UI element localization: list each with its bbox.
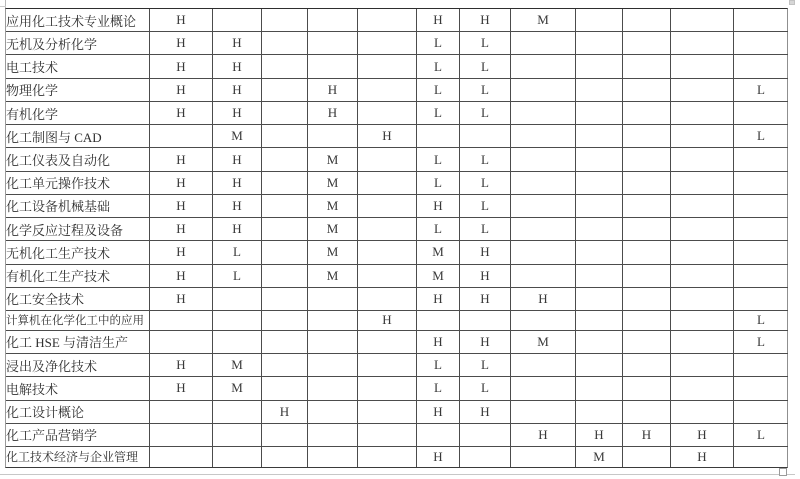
- rating-cell[interactable]: [358, 218, 417, 241]
- rating-cell[interactable]: [417, 311, 460, 331]
- rating-cell[interactable]: [671, 265, 734, 288]
- course-name-cell[interactable]: 化工设计概论: [6, 401, 150, 424]
- rating-cell[interactable]: [623, 265, 671, 288]
- rating-cell[interactable]: [262, 265, 308, 288]
- rating-cell[interactable]: H: [417, 195, 460, 218]
- rating-cell[interactable]: [150, 401, 213, 424]
- rating-cell[interactable]: [511, 125, 576, 148]
- rating-cell[interactable]: L: [213, 265, 262, 288]
- rating-cell[interactable]: H: [213, 195, 262, 218]
- rating-cell[interactable]: [511, 265, 576, 288]
- rating-cell[interactable]: [576, 125, 623, 148]
- rating-cell[interactable]: [262, 311, 308, 331]
- rating-cell[interactable]: [734, 265, 788, 288]
- rating-cell[interactable]: [576, 311, 623, 331]
- course-name-cell[interactable]: 应用化工技术专业概论: [6, 9, 150, 32]
- rating-cell[interactable]: L: [734, 424, 788, 447]
- rating-cell[interactable]: H: [417, 331, 460, 354]
- rating-cell[interactable]: [262, 102, 308, 125]
- rating-cell[interactable]: [576, 9, 623, 32]
- rating-cell[interactable]: [308, 55, 358, 78]
- course-name-cell[interactable]: 浸出及净化技术: [6, 354, 150, 377]
- rating-cell[interactable]: L: [460, 172, 511, 195]
- rating-cell[interactable]: M: [511, 9, 576, 32]
- rating-cell[interactable]: H: [150, 172, 213, 195]
- rating-cell[interactable]: [511, 148, 576, 171]
- rating-cell[interactable]: [358, 331, 417, 354]
- rating-cell[interactable]: H: [417, 447, 460, 467]
- rating-cell[interactable]: [671, 9, 734, 32]
- rating-cell[interactable]: [460, 311, 511, 331]
- rating-cell[interactable]: [623, 148, 671, 171]
- table-row: [6, 447, 788, 467]
- rating-cell[interactable]: [671, 218, 734, 241]
- rating-cell[interactable]: [734, 9, 788, 32]
- rating-cell[interactable]: [358, 172, 417, 195]
- rating-cell[interactable]: L: [417, 102, 460, 125]
- rating-cell[interactable]: [308, 447, 358, 467]
- rating-cell[interactable]: [671, 79, 734, 102]
- course-name-cell[interactable]: 无机及分析化学: [6, 32, 150, 55]
- rating-cell[interactable]: [262, 9, 308, 32]
- rating-cell[interactable]: [150, 447, 213, 467]
- rating-cell[interactable]: [358, 265, 417, 288]
- course-matrix-table: [5, 8, 788, 468]
- rating-cell[interactable]: L: [460, 79, 511, 102]
- rating-cell[interactable]: [576, 401, 623, 424]
- rating-cell[interactable]: L: [417, 377, 460, 400]
- rating-cell[interactable]: [671, 148, 734, 171]
- rating-cell[interactable]: L: [417, 32, 460, 55]
- rating-cell[interactable]: [308, 424, 358, 447]
- rating-cell[interactable]: [262, 241, 308, 264]
- rating-cell[interactable]: [460, 125, 511, 148]
- rating-cell[interactable]: L: [417, 148, 460, 171]
- rating-cell[interactable]: H: [460, 288, 511, 311]
- table-row: [6, 32, 788, 55]
- rating-cell[interactable]: L: [213, 241, 262, 264]
- rating-cell[interactable]: [358, 424, 417, 447]
- rating-cell[interactable]: [358, 102, 417, 125]
- table-row: [6, 311, 788, 331]
- rating-cell[interactable]: [358, 55, 417, 78]
- rating-cell[interactable]: H: [213, 218, 262, 241]
- course-name-cell[interactable]: 化工技术经济与企业管理: [6, 447, 150, 467]
- table-row: [6, 288, 788, 311]
- rating-cell[interactable]: L: [417, 55, 460, 78]
- rating-cell[interactable]: H: [213, 102, 262, 125]
- course-name-cell[interactable]: 化工 HSE 与清洁生产: [6, 331, 150, 354]
- rating-cell[interactable]: M: [213, 125, 262, 148]
- rating-cell[interactable]: H: [150, 102, 213, 125]
- course-name-cell[interactable]: 化学反应过程及设备: [6, 218, 150, 241]
- rating-cell[interactable]: [734, 447, 788, 467]
- rating-cell[interactable]: [734, 172, 788, 195]
- rating-cell[interactable]: [262, 125, 308, 148]
- rating-cell[interactable]: [623, 241, 671, 264]
- rating-cell[interactable]: [150, 424, 213, 447]
- rating-cell[interactable]: [358, 288, 417, 311]
- rating-cell[interactable]: H: [150, 55, 213, 78]
- course-name-cell[interactable]: 化工设备机械基础: [6, 195, 150, 218]
- rating-cell[interactable]: [358, 241, 417, 264]
- rating-cell[interactable]: M: [308, 148, 358, 171]
- course-table-body: [6, 9, 788, 467]
- rating-cell[interactable]: [623, 331, 671, 354]
- rating-cell[interactable]: [671, 32, 734, 55]
- rating-cell[interactable]: H: [150, 265, 213, 288]
- rating-cell[interactable]: [576, 265, 623, 288]
- rating-cell[interactable]: [511, 401, 576, 424]
- rating-cell[interactable]: M: [213, 377, 262, 400]
- table-row: [6, 172, 788, 195]
- rating-cell[interactable]: [511, 55, 576, 78]
- rating-cell[interactable]: [358, 9, 417, 32]
- rating-cell[interactable]: M: [417, 241, 460, 264]
- rating-cell[interactable]: [734, 55, 788, 78]
- rating-cell[interactable]: [511, 241, 576, 264]
- rating-cell[interactable]: [671, 288, 734, 311]
- rating-cell[interactable]: H: [511, 424, 576, 447]
- rating-cell[interactable]: [671, 241, 734, 264]
- rating-cell[interactable]: [308, 401, 358, 424]
- rating-cell[interactable]: [576, 55, 623, 78]
- rating-cell[interactable]: H: [150, 9, 213, 32]
- rating-cell[interactable]: [623, 377, 671, 400]
- table-row: [6, 195, 788, 218]
- rating-cell[interactable]: L: [417, 79, 460, 102]
- rating-cell[interactable]: [671, 354, 734, 377]
- course-name-cell[interactable]: 无机化工生产技术: [6, 241, 150, 264]
- rating-cell[interactable]: L: [460, 377, 511, 400]
- rating-cell[interactable]: [576, 218, 623, 241]
- rating-cell[interactable]: [511, 311, 576, 331]
- rating-cell[interactable]: [671, 125, 734, 148]
- rating-cell[interactable]: [576, 241, 623, 264]
- rating-cell[interactable]: [308, 288, 358, 311]
- rating-cell[interactable]: [308, 125, 358, 148]
- rating-cell[interactable]: [262, 424, 308, 447]
- rating-cell[interactable]: [262, 172, 308, 195]
- rating-cell[interactable]: [671, 401, 734, 424]
- rating-cell[interactable]: [623, 447, 671, 467]
- rating-cell[interactable]: M: [308, 195, 358, 218]
- rating-cell[interactable]: H: [623, 424, 671, 447]
- rating-cell[interactable]: L: [417, 172, 460, 195]
- rating-cell[interactable]: [734, 218, 788, 241]
- rating-cell[interactable]: H: [308, 79, 358, 102]
- rating-cell[interactable]: [262, 55, 308, 78]
- rating-cell[interactable]: [671, 195, 734, 218]
- rating-cell[interactable]: [417, 125, 460, 148]
- rating-cell[interactable]: M: [308, 218, 358, 241]
- rating-cell[interactable]: H: [150, 377, 213, 400]
- rating-cell[interactable]: [262, 377, 308, 400]
- rating-cell[interactable]: L: [460, 148, 511, 171]
- rating-cell[interactable]: [671, 377, 734, 400]
- rating-cell[interactable]: [623, 55, 671, 78]
- rating-cell[interactable]: [213, 447, 262, 467]
- table-row: [6, 9, 788, 32]
- rating-cell[interactable]: H: [671, 447, 734, 467]
- rating-cell[interactable]: H: [150, 79, 213, 102]
- rating-cell[interactable]: [576, 172, 623, 195]
- rating-cell[interactable]: H: [150, 288, 213, 311]
- rating-cell[interactable]: H: [150, 195, 213, 218]
- rating-cell[interactable]: H: [150, 218, 213, 241]
- rating-cell[interactable]: [623, 32, 671, 55]
- rating-cell[interactable]: H: [213, 148, 262, 171]
- rating-cell[interactable]: [734, 241, 788, 264]
- rating-cell[interactable]: L: [460, 55, 511, 78]
- rating-cell[interactable]: [734, 377, 788, 400]
- rating-cell[interactable]: [734, 354, 788, 377]
- rating-cell[interactable]: [262, 79, 308, 102]
- rating-cell[interactable]: [511, 32, 576, 55]
- table-row: [6, 265, 788, 288]
- page-boundary-line: [0, 474, 795, 475]
- rating-cell[interactable]: M: [308, 241, 358, 264]
- rating-cell[interactable]: [511, 218, 576, 241]
- rating-cell[interactable]: [623, 195, 671, 218]
- rating-cell[interactable]: M: [213, 354, 262, 377]
- table-row: [6, 148, 788, 171]
- rating-cell[interactable]: H: [358, 311, 417, 331]
- rating-cell[interactable]: [623, 218, 671, 241]
- rating-cell[interactable]: [358, 148, 417, 171]
- table-row: [6, 125, 788, 148]
- course-name-cell[interactable]: 物理化学: [6, 79, 150, 102]
- rating-cell[interactable]: [262, 32, 308, 55]
- rating-cell[interactable]: [262, 354, 308, 377]
- rating-cell[interactable]: H: [213, 32, 262, 55]
- rating-cell[interactable]: H: [460, 265, 511, 288]
- rating-cell[interactable]: [213, 401, 262, 424]
- rating-cell[interactable]: [358, 447, 417, 467]
- course-matrix: [6, 9, 788, 467]
- rating-cell[interactable]: [358, 354, 417, 377]
- rating-cell[interactable]: [576, 79, 623, 102]
- rating-cell[interactable]: [417, 424, 460, 447]
- rating-cell[interactable]: L: [417, 354, 460, 377]
- table-row: [6, 79, 788, 102]
- rating-cell[interactable]: [150, 331, 213, 354]
- rating-cell[interactable]: [213, 9, 262, 32]
- rating-cell[interactable]: M: [576, 447, 623, 467]
- rating-cell[interactable]: [262, 148, 308, 171]
- rating-cell[interactable]: H: [417, 288, 460, 311]
- table-row: [6, 241, 788, 264]
- table-row: [6, 377, 788, 400]
- rating-cell[interactable]: H: [213, 172, 262, 195]
- rating-cell[interactable]: H: [460, 331, 511, 354]
- rating-cell[interactable]: [308, 9, 358, 32]
- rating-cell[interactable]: L: [460, 32, 511, 55]
- rating-cell[interactable]: [576, 377, 623, 400]
- table-row: [6, 218, 788, 241]
- rating-cell[interactable]: H: [308, 102, 358, 125]
- rating-cell[interactable]: L: [417, 218, 460, 241]
- rating-cell[interactable]: [671, 172, 734, 195]
- rating-cell[interactable]: [511, 102, 576, 125]
- rating-cell[interactable]: [623, 79, 671, 102]
- rating-cell[interactable]: [308, 331, 358, 354]
- rating-cell[interactable]: [308, 377, 358, 400]
- rating-cell[interactable]: [358, 32, 417, 55]
- rating-cell[interactable]: [358, 377, 417, 400]
- rating-cell[interactable]: [623, 9, 671, 32]
- rating-cell[interactable]: [511, 354, 576, 377]
- rating-cell[interactable]: [734, 32, 788, 55]
- rating-cell[interactable]: [734, 195, 788, 218]
- rating-cell[interactable]: [213, 424, 262, 447]
- rating-cell[interactable]: L: [460, 354, 511, 377]
- rating-cell[interactable]: H: [460, 241, 511, 264]
- rating-cell[interactable]: L: [460, 102, 511, 125]
- page-corner-mark-horizontal: [0, 6, 6, 7]
- rating-cell[interactable]: [623, 311, 671, 331]
- rating-cell[interactable]: [262, 195, 308, 218]
- rating-cell[interactable]: [623, 354, 671, 377]
- rating-cell[interactable]: [623, 172, 671, 195]
- table-row: [6, 354, 788, 377]
- rating-cell[interactable]: H: [460, 9, 511, 32]
- course-name-cell[interactable]: 电工技术: [6, 55, 150, 78]
- course-name-cell[interactable]: 有机化学: [6, 102, 150, 125]
- rating-cell[interactable]: [623, 401, 671, 424]
- rating-cell[interactable]: M: [308, 265, 358, 288]
- rating-cell[interactable]: H: [150, 32, 213, 55]
- rating-cell[interactable]: H: [671, 424, 734, 447]
- rating-cell[interactable]: [213, 311, 262, 331]
- page-corner-mark-top-right: [789, 0, 795, 5]
- rating-cell[interactable]: L: [734, 331, 788, 354]
- rating-cell[interactable]: [671, 102, 734, 125]
- rating-cell[interactable]: [734, 288, 788, 311]
- rating-cell[interactable]: [308, 354, 358, 377]
- rating-cell[interactable]: H: [417, 9, 460, 32]
- rating-cell[interactable]: H: [262, 401, 308, 424]
- rating-cell[interactable]: [511, 172, 576, 195]
- rating-cell[interactable]: [511, 447, 576, 467]
- rating-cell[interactable]: H: [460, 401, 511, 424]
- rating-cell[interactable]: H: [213, 79, 262, 102]
- rating-cell[interactable]: [576, 148, 623, 171]
- rating-cell[interactable]: [576, 102, 623, 125]
- rating-cell[interactable]: L: [734, 311, 788, 331]
- table-row: [6, 401, 788, 424]
- rating-cell[interactable]: [623, 102, 671, 125]
- rating-cell[interactable]: M: [511, 331, 576, 354]
- rating-cell[interactable]: [623, 125, 671, 148]
- rating-cell[interactable]: [460, 424, 511, 447]
- rating-cell[interactable]: L: [734, 125, 788, 148]
- rating-cell[interactable]: [671, 55, 734, 78]
- rating-cell[interactable]: [262, 288, 308, 311]
- rating-cell[interactable]: [511, 79, 576, 102]
- rating-cell[interactable]: [734, 148, 788, 171]
- table-row: [6, 102, 788, 125]
- rating-cell[interactable]: [213, 331, 262, 354]
- rating-cell[interactable]: [262, 447, 308, 467]
- rating-cell[interactable]: H: [150, 354, 213, 377]
- rating-cell[interactable]: [671, 331, 734, 354]
- rating-cell[interactable]: L: [460, 195, 511, 218]
- rating-cell[interactable]: H: [511, 288, 576, 311]
- table-row: [6, 331, 788, 354]
- rating-cell[interactable]: [511, 377, 576, 400]
- rating-cell[interactable]: L: [460, 218, 511, 241]
- course-name-cell[interactable]: 化工制图与 CAD: [6, 125, 150, 148]
- rating-cell[interactable]: H: [150, 148, 213, 171]
- rating-cell[interactable]: [308, 32, 358, 55]
- rating-cell[interactable]: [213, 288, 262, 311]
- rating-cell[interactable]: M: [417, 265, 460, 288]
- rating-cell[interactable]: [576, 32, 623, 55]
- rating-cell[interactable]: [358, 401, 417, 424]
- course-name-cell[interactable]: 化工仪表及自动化: [6, 148, 150, 171]
- rating-cell[interactable]: [150, 311, 213, 331]
- rating-cell[interactable]: [576, 195, 623, 218]
- rating-cell[interactable]: [308, 311, 358, 331]
- course-name-cell[interactable]: 电解技术: [6, 377, 150, 400]
- rating-cell[interactable]: [358, 79, 417, 102]
- rating-cell[interactable]: [734, 102, 788, 125]
- rating-cell[interactable]: H: [417, 401, 460, 424]
- rating-cell[interactable]: H: [213, 55, 262, 78]
- rating-cell[interactable]: [262, 218, 308, 241]
- rating-cell[interactable]: [358, 195, 417, 218]
- rating-cell[interactable]: [734, 401, 788, 424]
- rating-cell[interactable]: H: [576, 424, 623, 447]
- rating-cell[interactable]: L: [734, 79, 788, 102]
- rating-cell[interactable]: M: [308, 172, 358, 195]
- rating-cell[interactable]: [262, 331, 308, 354]
- rating-cell[interactable]: [576, 288, 623, 311]
- rating-cell[interactable]: [576, 354, 623, 377]
- table-row: [6, 424, 788, 447]
- rating-cell[interactable]: [623, 288, 671, 311]
- rating-cell[interactable]: [150, 125, 213, 148]
- table-resize-handle[interactable]: [779, 468, 787, 476]
- rating-cell[interactable]: H: [358, 125, 417, 148]
- rating-cell[interactable]: [671, 311, 734, 331]
- rating-cell[interactable]: [576, 331, 623, 354]
- course-name-cell[interactable]: 计算机在化学化工中的应用: [6, 311, 150, 331]
- course-name-cell[interactable]: 化工产品营销学: [6, 424, 150, 447]
- course-name-cell[interactable]: 化工单元操作技术: [6, 172, 150, 195]
- rating-cell[interactable]: [460, 447, 511, 467]
- table-row: [6, 55, 788, 78]
- course-name-cell[interactable]: 化工安全技术: [6, 288, 150, 311]
- course-name-cell[interactable]: 有机化工生产技术: [6, 265, 150, 288]
- rating-cell[interactable]: [511, 195, 576, 218]
- rating-cell[interactable]: H: [150, 241, 213, 264]
